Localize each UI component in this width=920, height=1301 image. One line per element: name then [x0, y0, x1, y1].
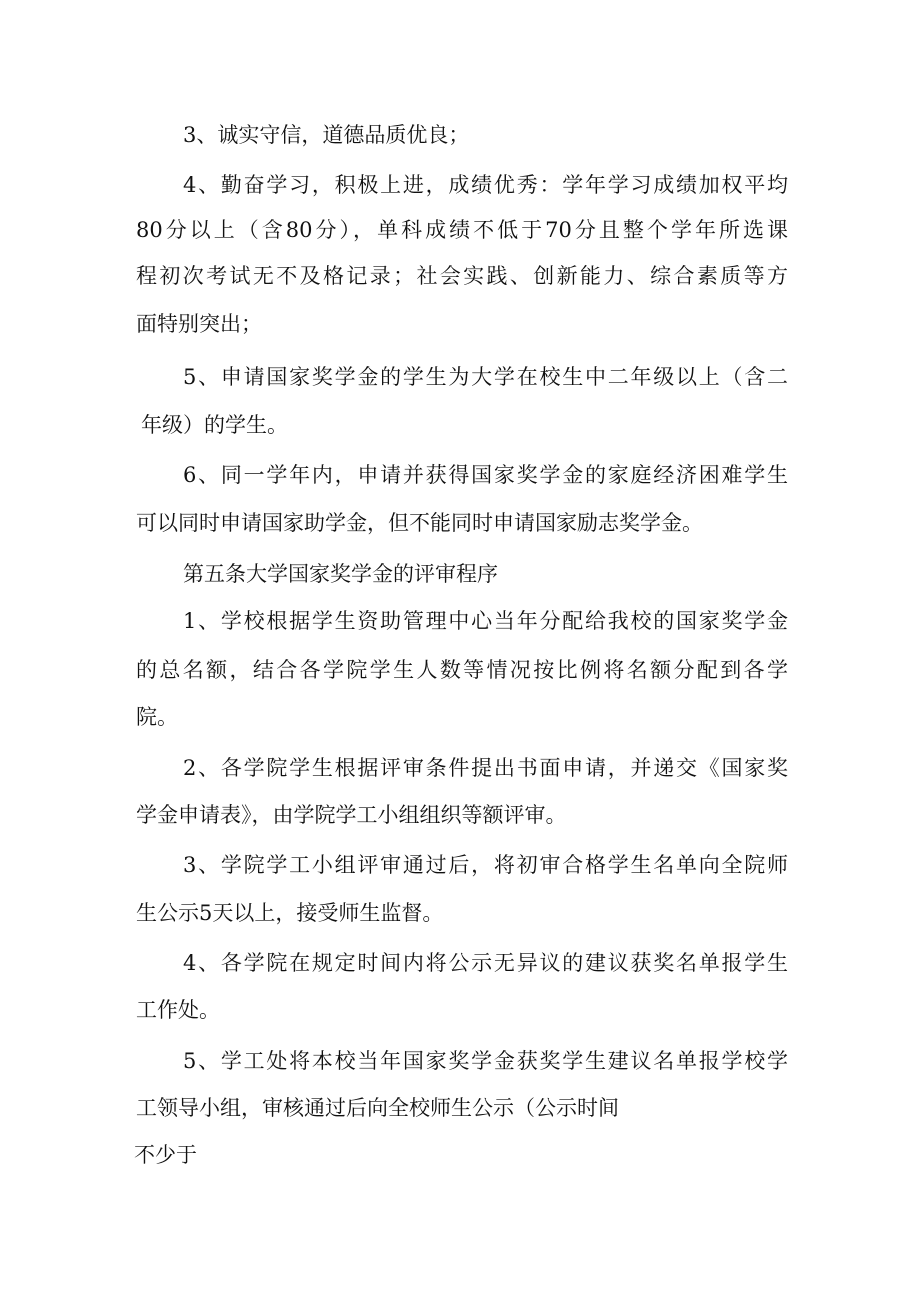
text-line: 学金申请表》，由学院学工小组组织等额评审。	[136, 803, 567, 827]
text-line: 生公示5天以上，接受师生监督。	[136, 901, 444, 925]
text-line: 5、申请国家奖学金的学生为大学在校生中二年级以上（含二	[183, 365, 788, 389]
section-heading: 第五条大学国家奖学金的评审程序	[183, 562, 498, 586]
text-line: 2、各学院学生根据评审条件提出书面申请，并递交《国家奖	[183, 756, 788, 780]
text-line: 不少于	[134, 1143, 197, 1167]
text-line: 可以同时申请国家助学金，但不能同时申请国家励志奖学金。	[136, 511, 703, 535]
text-line: 5、学工处将本校当年国家奖学金获奖学生建议名单报学校学	[183, 1049, 788, 1073]
text-line: 3、学院学工小组评审通过后，将初审合格学生名单向全院师	[183, 853, 788, 877]
text-line: 程初次考试无不及格记录；社会实践、创新能力、综合素质等方	[136, 264, 788, 288]
text-line: 6、同一学年内，申请并获得国家奖学金的家庭经济困难学生	[183, 463, 788, 487]
text-line: 院。	[136, 705, 178, 729]
text-line: 4、勤奋学习，积极上进，成绩优秀：学年学习成绩加权平均	[183, 173, 788, 197]
text-line: 的总名额，结合各学院学生人数等情况按比例将名额分配到各学	[136, 658, 788, 682]
text-line: 1、学校根据学生资助管理中心当年分配给我校的国家奖学金	[183, 609, 788, 633]
text-line: 面特别突出；	[136, 312, 262, 336]
text-line: 工作处。	[136, 998, 220, 1022]
text-line: 80分以上（含80分），单科成绩不低于70分且整个学年所选课	[136, 218, 788, 242]
text-line: 4、各学院在规定时间内将公示无异议的建议获奖名单报学生	[183, 951, 788, 975]
text-line: 工领导小组，审核通过后向全校师生公示（公示时间	[136, 1096, 619, 1120]
text-line: 年级）的学生。	[141, 413, 288, 437]
text-line: 3、诚实守信，道德品质优良；	[183, 123, 470, 147]
